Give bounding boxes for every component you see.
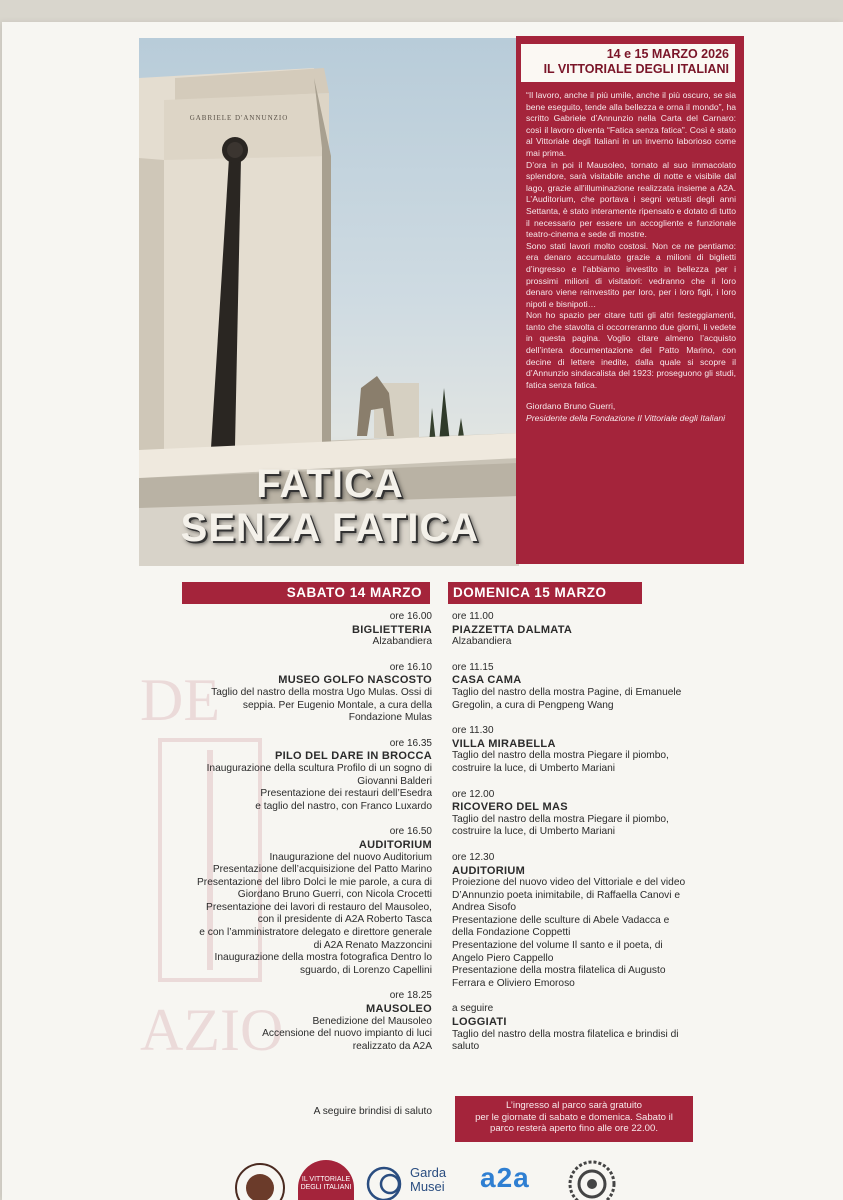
- notice-line: per le giornate di sabato e domenica. Sabato il: [475, 1111, 673, 1123]
- letter-signature-role: Presidente della Fondazione Il Vittoriale degli Italiani: [526, 413, 726, 424]
- event-place: CASA CAMA: [452, 674, 522, 687]
- event-description-line: Taglio del nastro della mostra filatelica e brindisi di: [452, 1028, 679, 1040]
- saturday-closing: A seguire brindisi di saluto: [313, 1106, 432, 1117]
- free-entry-notice: [455, 1096, 693, 1142]
- vittoriale-logo-line-2: DEGLI ITALIANI: [300, 1184, 352, 1191]
- vittoriale-logo: [298, 1160, 354, 1200]
- event-description-line: Inaugurazione del nuovo Auditorium: [269, 851, 432, 863]
- event-description-line: Proiezione del nuovo video del Vittoriale e del video: [452, 877, 686, 889]
- event-description-line: Taglio del nastro della mostra Ugo Mulas. Ossi di: [211, 686, 432, 698]
- rosette-seal-logo-icon: [568, 1160, 616, 1200]
- event-description-line: Presentazione dei lavori di restauro del Mausoleo,: [206, 901, 432, 913]
- event-description-line: Giovanni Balderi: [357, 775, 432, 787]
- event-time: ore 18.25: [389, 990, 432, 1002]
- event-description-line: realizzato da A2A: [352, 1040, 432, 1052]
- event-time: ore 16.35: [389, 737, 432, 749]
- event-place: VILLA MIRABELLA: [452, 737, 556, 750]
- event-description-line: Presentazione dei restauri dell’Esedra: [260, 788, 432, 800]
- garda-musei-line-1: Garda: [410, 1165, 447, 1180]
- event-description-line: Presentazione del volume Il santo e il poeta, di: [452, 940, 663, 952]
- headline-line-2: SENZA FATICA: [180, 506, 480, 550]
- event-description-line: Taglio del nastro della mostra Piegare il piombo,: [452, 750, 669, 762]
- event-time: ore 16.00: [389, 611, 432, 622]
- event-description-line: Inaugurazione della scultura Profilo di un sogno di: [206, 762, 432, 774]
- event-place: MUSEO GOLFO NASCOSTO: [278, 674, 432, 687]
- saturday-program: [150, 611, 432, 1066]
- event-description-line: Presentazione delle sculture di Abele Vadacca e: [452, 914, 670, 926]
- event-place: MAUSOLEO: [366, 1003, 432, 1016]
- event-description-line: D’Annunzio poeta inimitabile, di Raffaella Canovi e: [452, 889, 681, 901]
- event-description-line: Angelo Piero Cappello: [452, 952, 554, 964]
- event-time: ore 16.50: [389, 826, 432, 838]
- a2a-logo: a2a: [480, 1162, 530, 1193]
- event-place: PILO DEL DARE IN BROCCA: [274, 750, 432, 763]
- event-place: AUDITORIUM: [452, 864, 526, 877]
- event-dates: 14 e 15 MARZO 2026: [606, 47, 729, 61]
- event-description-line: saluto: [452, 1041, 480, 1053]
- vittoriale-logo-line-1: IL VITTORIALE: [301, 1176, 351, 1183]
- event-description-line: seppia. Per Eugenio Montale, a cura della: [242, 699, 432, 711]
- svg-text:DE: DE: [140, 667, 220, 733]
- letter-paragraph: “Il lavoro, anche il più umile, anche il più oscuro, se sia bene eseguito, tende alla bellezza e orna il mondo”, ha scritto Gabriele d’Annunzio nella Carta del Carnaro: così il lavoro diventa “Fatica senza fatica”. Così è stato al Vittoriale degli Italiani in un inverno laborioso come mai prima.: [526, 90, 736, 158]
- event-description-line: costruire la luce, di Umberto Mariani: [452, 826, 616, 838]
- sunday-program: [452, 611, 782, 1067]
- event-description-line: Presentazione del libro Dolci le mie parole, a cura di: [197, 876, 432, 888]
- event-time: ore 11.30: [452, 725, 494, 737]
- program-event: [150, 611, 432, 649]
- event-description-line: di A2A Renato Mazzoncini: [313, 939, 432, 951]
- event-place: PIAZZETTA DALMATA: [452, 623, 573, 636]
- event-place: LOGGIATI: [452, 1016, 507, 1029]
- program-event: [150, 826, 432, 977]
- program-event: [452, 611, 782, 649]
- garda-musei-line-2: Musei: [410, 1179, 445, 1194]
- event-description-line: e taglio del nastro, con Franco Luxardo: [255, 800, 432, 812]
- program-event: [452, 789, 782, 839]
- sponsor-logos: [0, 1156, 843, 1200]
- event-description-line: Gregolin, a cura di Pengpeng Wang: [452, 699, 614, 711]
- program-event: [150, 990, 432, 1053]
- monument-inscription: GABRIELE D'ANNUNZIO: [189, 114, 289, 122]
- saturday-heading: SABATO 14 MARZO: [182, 582, 430, 604]
- event-description-line: Benedizione del Mausoleo: [312, 1015, 432, 1027]
- program-event: [452, 852, 782, 991]
- event-description-line: Presentazione dell’acquisizione del Patto Marino: [212, 864, 432, 876]
- event-description-line: Taglio del nastro della mostra Piegare il piombo,: [452, 813, 669, 825]
- sunday-heading: DOMENICA 15 MARZO: [448, 582, 642, 604]
- event-description-line: Ferrara e Oliviero Emoroso: [452, 977, 575, 989]
- program-event: [150, 662, 432, 725]
- headline: [150, 462, 510, 550]
- letter-paragraph: D’ora in poi il Mausoleo, tornato al suo immacolato splendore, sarà visitabile anche di notte e visibile dal lago, grazie all’illuminazione realizzata insieme a A2A. L’Auditorium, che portava i segni vetusti degli anni Settanta, è stato interamente ripensato e dotato di tutto il necessario per essere un accogliente e funzionale teatro-cinema e sede di mostre.: [526, 159, 736, 240]
- event-time: a seguire: [452, 1003, 494, 1015]
- event-place: AUDITORIUM: [358, 838, 432, 851]
- program-event: [452, 662, 782, 712]
- vittoriale-seal-logo-icon: [232, 1160, 288, 1200]
- letter-signature: Giordano Bruno Guerri,: [526, 401, 616, 412]
- event-description-line: Giordano Bruno Guerri, con Nicola Crocetti: [237, 889, 432, 901]
- editorial-letter: [526, 90, 736, 425]
- event-description-line: Inaugurazione della mostra fotografica Dentro lo: [214, 952, 432, 964]
- event-description-line: Andrea Sisofo: [452, 902, 516, 914]
- event-description-line: sguardo, di Lorenzo Capellini: [300, 964, 432, 976]
- program-event: [150, 738, 432, 814]
- event-description-line: Presentazione della mostra filatelica di Augusto: [452, 965, 666, 977]
- event-description-line: della Fondazione Coppetti: [452, 927, 571, 939]
- event-description-line: Taglio del nastro della mostra Pagine, di Emanuele: [452, 686, 682, 698]
- event-description-line: Alzabandiera: [452, 636, 512, 648]
- letter-paragraph: Non ho spazio per citare tutti gli altri festeggiamenti, tanto che stavolta ci occorreranno due giorni, li vedete in questa pagina. Voglio citare almeno l’acquisto dell’intera documentazione del Patto Marino, con decine di lettere inedite, dalla quale si scopre il d’Annunzio sindacalista del 1923: proseguono gli studi, fatica senza fatica.: [526, 310, 736, 390]
- event-venue: IL VITTORIALE DEGLI ITALIANI: [543, 62, 729, 76]
- event-description-line: Fondazione Mulas: [348, 712, 432, 724]
- event-description-line: Accensione del nuovo impianto di luci: [262, 1028, 432, 1040]
- event-description-line: Alzabandiera: [372, 636, 432, 648]
- garda-musei-mark-icon: [364, 1164, 404, 1200]
- event-time: ore 11.00: [452, 611, 494, 622]
- event-place: RICOVERO DEL MAS: [452, 801, 568, 814]
- event-time: ore 16.10: [389, 661, 432, 673]
- event-description-line: e con l’amministratore delegato e direttore generale: [199, 927, 432, 939]
- program-event: [452, 725, 782, 775]
- program-event: [452, 1003, 782, 1053]
- event-place: BIGLIETTERIA: [352, 623, 432, 636]
- event-description-line: costruire la luce, di Umberto Mariani: [452, 762, 616, 774]
- letter-paragraph: Sono stati lavori molto costosi. Non ce ne pentiamo: era denaro accumulato grazie a milioni di biglietti d’ingresso e l’abbiamo investito in bellezza per i prossimi milioni di visitatori: vedranno che il loro denaro viene reinvestito per loro, per i loro figli, i loro nipoti e bisnipoti…: [526, 240, 736, 309]
- garda-musei-logo: [364, 1164, 464, 1200]
- event-description-line: con il presidente di A2A Roberto Tasca: [257, 914, 432, 926]
- notice-line: L’ingresso al parco sarà gratuito: [506, 1100, 642, 1111]
- notice-line: parco resterà aperto fino alle ore 22.00.: [490, 1123, 658, 1135]
- date-badge: [521, 44, 735, 82]
- event-time: ore 12.30: [452, 851, 495, 863]
- headline-line-1: FATICA: [256, 462, 404, 506]
- event-time: ore 12.00: [452, 788, 495, 800]
- svg-text:AZIO: AZIO: [140, 997, 284, 1060]
- event-time: ore 11.15: [452, 661, 494, 673]
